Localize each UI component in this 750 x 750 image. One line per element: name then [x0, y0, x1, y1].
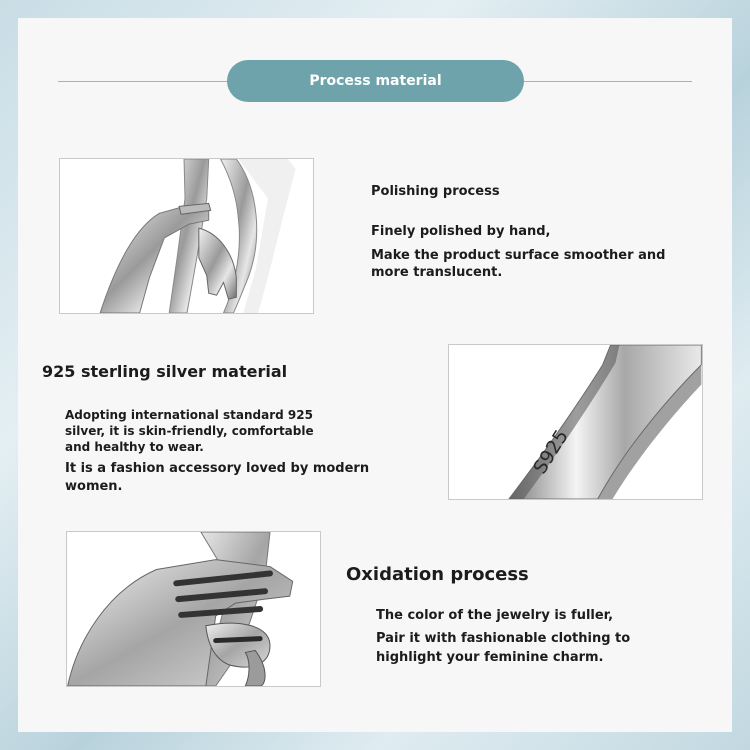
header-divider-right [522, 81, 692, 82]
silver-line-2: silver, it is skin-friendly, comfortable [65, 424, 314, 438]
silver-photo [448, 344, 703, 500]
oxidation-line-1: The color of the jewelry is fuller, [376, 608, 614, 623]
oxidation-line-3: highlight your feminine charm. [376, 650, 604, 665]
silver-line-3: and healthy to wear. [65, 440, 204, 454]
silver-line-4: It is a fashion accessory loved by modern [65, 461, 370, 476]
silver-heading: 925 sterling silver material [42, 362, 288, 381]
polishing-line-1: Finely polished by hand, [371, 224, 551, 239]
oxidized-hand-image [67, 532, 320, 686]
polishing-photo [59, 158, 314, 314]
oxidation-heading: Oxidation process [346, 564, 529, 585]
section-title-pill [227, 60, 524, 102]
s925-band-image [449, 345, 702, 499]
polishing-line-3: more translucent. [371, 265, 503, 280]
header-divider-left [58, 81, 230, 82]
s925-stamp-text: S925 [529, 426, 573, 478]
polishing-line-2: Make the product surface smoother and [371, 248, 666, 263]
hug-ring-image [60, 159, 313, 313]
silver-line-5: women. [65, 479, 123, 494]
silver-line-1: Adopting international standard 925 [65, 408, 313, 422]
section-title: Process material [309, 73, 442, 89]
oxidation-line-2: Pair it with fashionable clothing to [376, 631, 631, 646]
oxidation-photo [66, 531, 321, 687]
polishing-heading: Polishing process [371, 184, 500, 199]
